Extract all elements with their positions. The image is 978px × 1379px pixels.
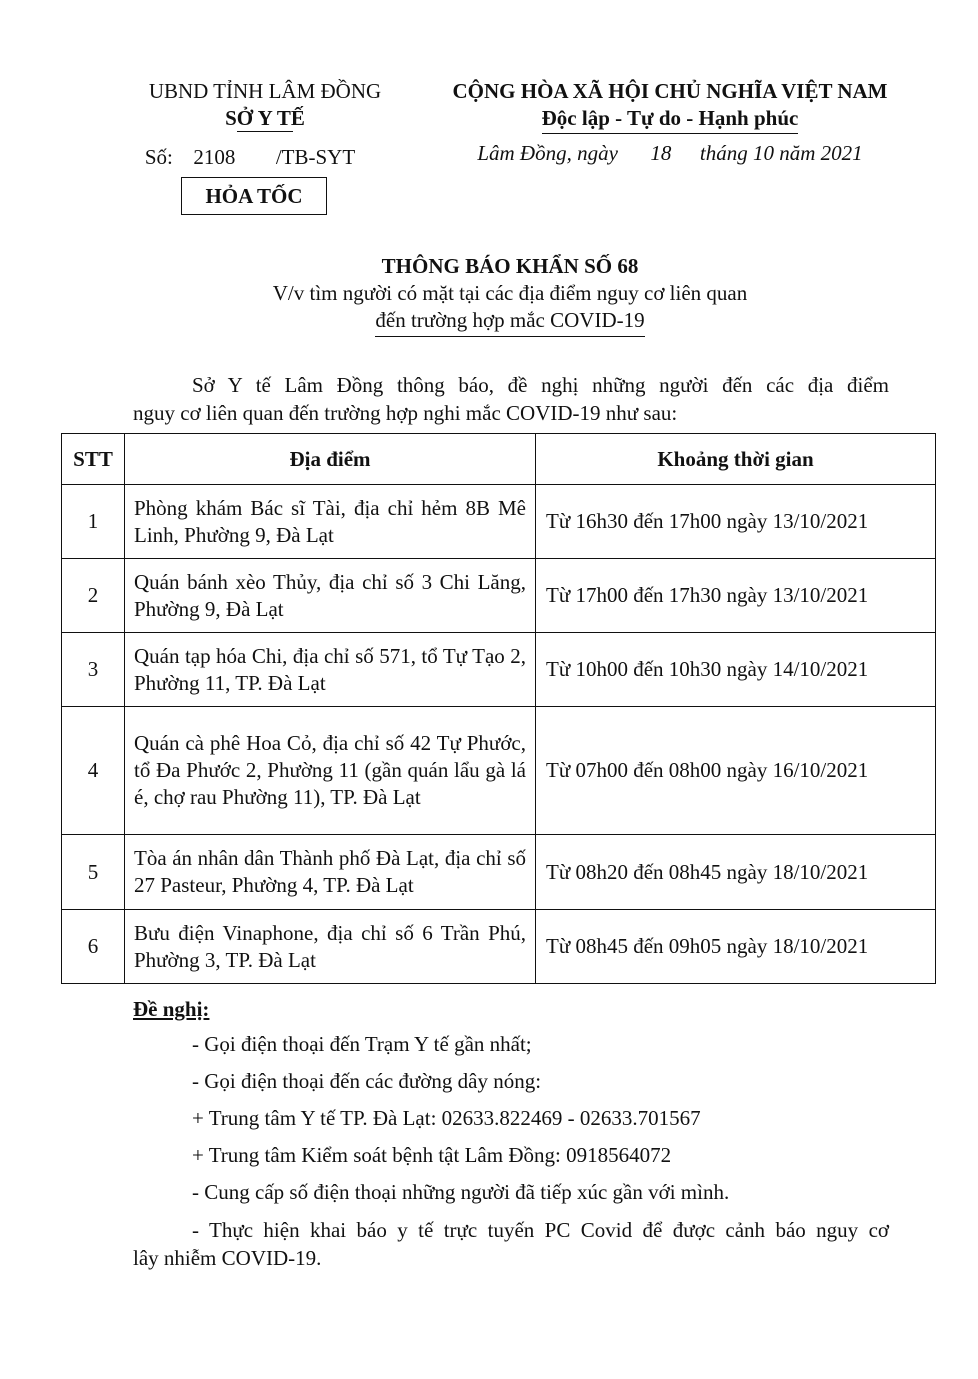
intro-line-2: nguy cơ liên quan đến trường hợp nghi mắc COVID-19 như sau:	[133, 401, 678, 425]
row-stt: 4	[62, 707, 125, 835]
document-number	[130, 144, 400, 171]
recommendation-item-last-line-1: - Thực hiện khai báo y tế trực tuyến PC Covid để được cảnh báo nguy cơ	[192, 1218, 889, 1242]
row-location: Bưu điện Vinaphone, địa chỉ số 6 Trần Phú, Phường 3, TP. Đà Lạt	[125, 910, 536, 984]
row-stt: 5	[62, 835, 125, 910]
row-location: Tòa án nhân dân Thành phố Đà Lạt, địa chỉ số 27 Pasteur, Phường 4, TP. Đà Lạt	[125, 835, 536, 910]
table-row	[62, 485, 936, 559]
recommendation-item: - Gọi điện thoại đến Trạm Y tế gần nhất;	[192, 1032, 532, 1056]
notice-subject-line-2: đến trường hợp mắc COVID-19	[375, 307, 644, 337]
nation-title: CỘNG HÒA XÃ HỘI CHỦ NGHĨA VIỆT NAM	[452, 79, 888, 103]
row-location: Quán tạp hóa Chi, địa chỉ số 571, tổ Tự Tạo 2, Phường 11, TP. Đà Lạt	[125, 633, 536, 707]
row-time: Từ 08h20 đến 08h45 ngày 18/10/2021	[536, 835, 936, 910]
number-suffix: /TB-SYT	[275, 145, 356, 169]
table-row	[62, 707, 936, 835]
row-time: Từ 08h45 đến 09h05 ngày 18/10/2021	[536, 910, 936, 984]
recommendations-section	[133, 996, 893, 1271]
urgency-stamp: HỎA TỐC	[181, 177, 327, 215]
notice-title: THÔNG BÁO KHẨN SỐ 68	[381, 254, 639, 278]
header-location: Địa điểm	[125, 434, 536, 485]
notice-title-block	[130, 253, 890, 337]
row-time: Từ 17h00 đến 17h30 ngày 13/10/2021	[536, 559, 936, 633]
issuer-block	[130, 78, 400, 171]
recommendation-item: + Trung tâm Y tế TP. Đà Lạt: 02633.822469 - 02633.701567	[192, 1106, 701, 1130]
table-row	[62, 633, 936, 707]
row-location: Quán cà phê Hoa Cỏ, địa chỉ số 42 Tự Phước, tổ Đa Phước 2, Phường 11 (gần quán lẩu gà lá é, chợ rau Phường 11), TP. Đà Lạt	[125, 707, 536, 835]
table-row	[62, 559, 936, 633]
row-stt: 2	[62, 559, 125, 633]
date-day: 18	[650, 141, 672, 165]
notice-subject-line-1: V/v tìm người có mặt tại các địa điểm nguy cơ liên quan	[272, 281, 748, 305]
recommendation-item-last-line-2: lây nhiễm COVID-19.	[133, 1246, 322, 1270]
table-header-row	[62, 434, 936, 485]
row-stt: 3	[62, 633, 125, 707]
place-date	[420, 140, 920, 167]
row-time: Từ 07h00 đến 08h00 ngày 16/10/2021	[536, 707, 936, 835]
recommendations-heading: Đề nghị:	[133, 997, 210, 1021]
intro-line-1: Sở Y tế Lâm Đồng thông báo, đề nghị những người đến các địa điểm	[192, 373, 889, 397]
row-location: Phòng khám Bác sĩ Tài, địa chỉ hẻm 8B Mê Linh, Phường 9, Đà Lạt	[125, 485, 536, 559]
place-date-prefix: Lâm Đồng, ngày	[477, 141, 618, 165]
row-stt: 6	[62, 910, 125, 984]
locations-table	[61, 433, 936, 984]
date-month-year: tháng 10 năm 2021	[699, 141, 863, 165]
header-time-range: Khoảng thời gian	[536, 434, 936, 485]
recommendation-item: + Trung tâm Kiểm soát bệnh tật Lâm Đồng: 0918564072	[192, 1143, 672, 1167]
nation-block	[420, 78, 920, 167]
department-name: SỞ Y TẾ	[225, 106, 305, 130]
recommendation-item: - Cung cấp số điện thoại những người đã tiếp xúc gần với mình.	[192, 1180, 730, 1204]
number-label: Số:	[144, 145, 173, 169]
issuing-authority: UBND TỈNH LÂM ĐỒNG	[148, 79, 382, 103]
table-row	[62, 835, 936, 910]
header-stt: STT	[62, 434, 125, 485]
number-value: 2108	[193, 145, 236, 169]
recommendation-item: - Gọi điện thoại đến các đường dây nóng:	[192, 1069, 542, 1093]
national-motto: Độc lập - Tự do - Hạnh phúc	[542, 105, 799, 134]
row-time: Từ 16h30 đến 17h00 ngày 13/10/2021	[536, 485, 936, 559]
intro-paragraph	[133, 371, 889, 427]
row-location: Quán bánh xèo Thủy, địa chỉ số 3 Chi Lăng, Phường 9, Đà Lạt	[125, 559, 536, 633]
table-row	[62, 910, 936, 984]
row-stt: 1	[62, 485, 125, 559]
row-time: Từ 10h00 đến 10h30 ngày 14/10/2021	[536, 633, 936, 707]
